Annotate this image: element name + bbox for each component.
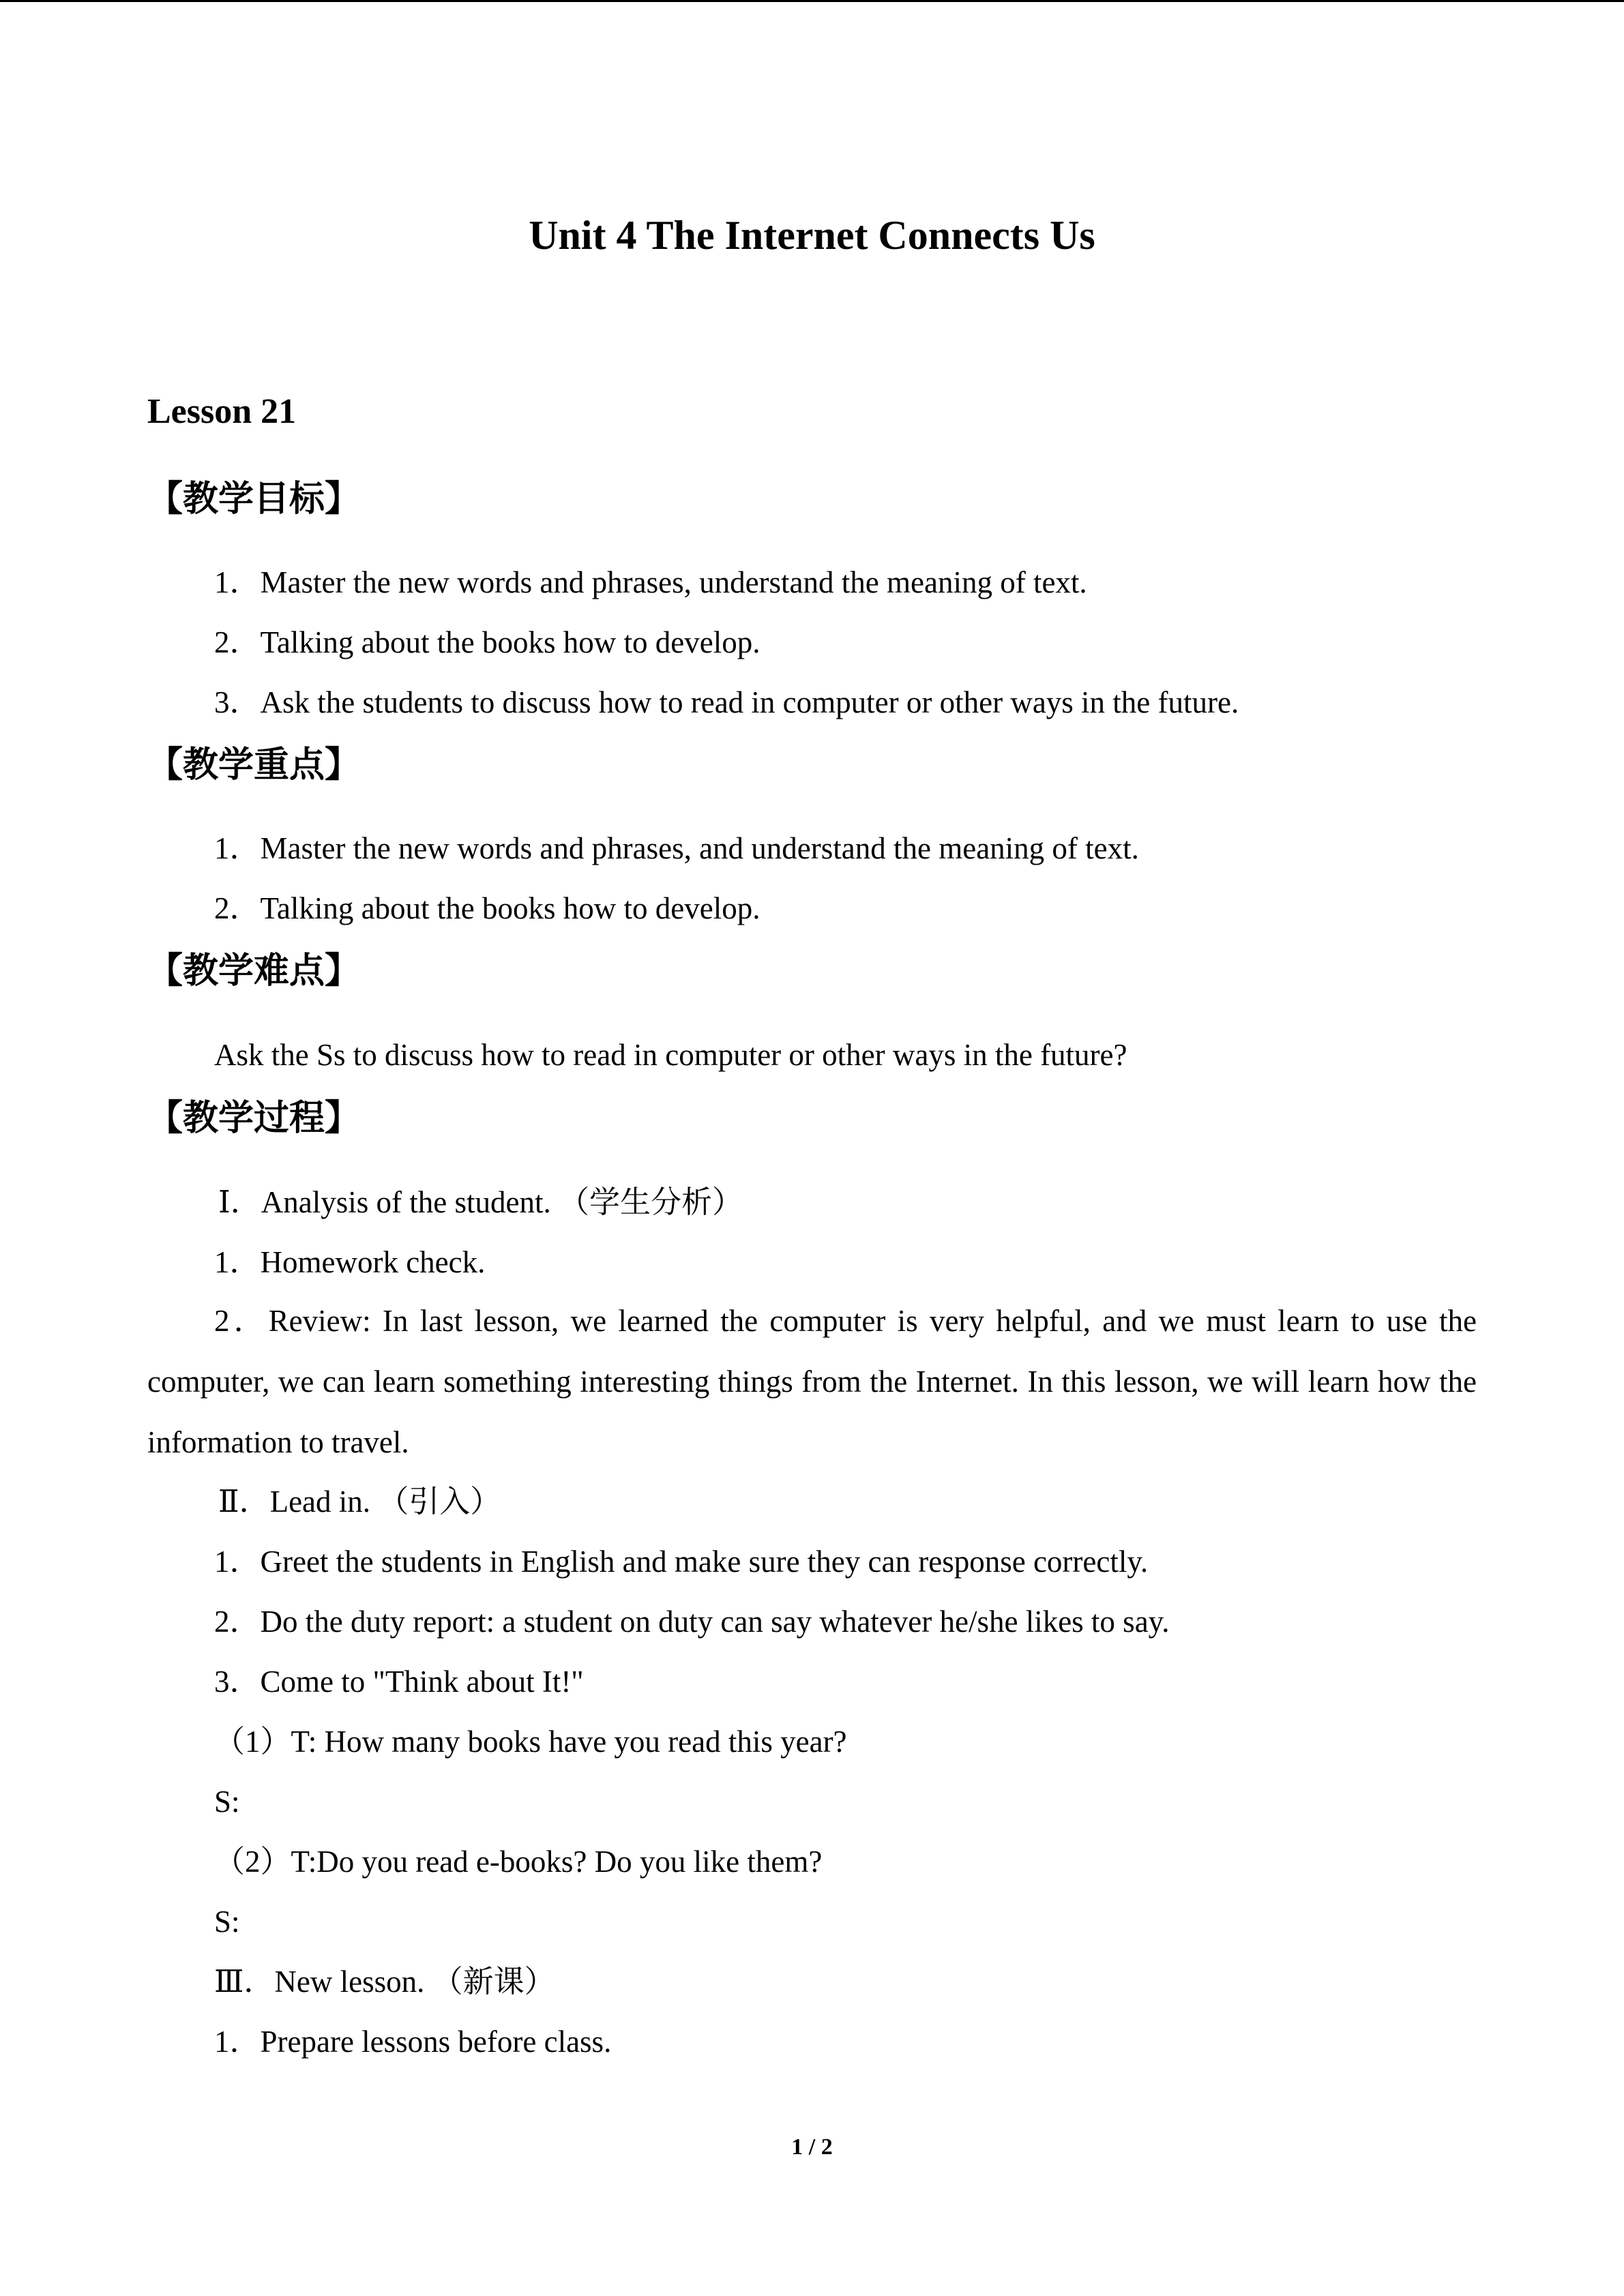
question-2: （2）T:Do you read e-books? Do you like them? [214, 1845, 823, 1879]
key-points-heading: 【教学重点】 [147, 745, 361, 786]
difficulty-text: Ask the Ss to discuss how to read in computer or other ways in the future? [214, 1038, 1127, 1072]
lead-in-item-2: 2．Do the duty report: a student on duty can say whatever he/she likes to say. [214, 1605, 1170, 1639]
document-title: Unit 4 The Internet Connects Us [529, 213, 1095, 258]
new-lesson-section-title: Ⅲ．New lesson. （新课） [214, 1965, 555, 1999]
lead-in-item-3: 3．Come to "Think about It!" [214, 1665, 584, 1699]
objective-item-2: 2．Talking about the books how to develop. [214, 625, 761, 659]
lead-in-item-1: 1．Greet the students in English and make sure they can response correctly. [214, 1545, 1149, 1579]
new-lesson-item-1: 1．Prepare lessons before class. [214, 2025, 612, 2059]
page-indicator: 1 / 2 [791, 2134, 833, 2160]
student-answer-1: S: [214, 1785, 240, 1819]
lesson-heading: Lesson 21 [147, 392, 297, 431]
objectives-heading: 【教学目标】 [147, 479, 361, 520]
homework-check: 1．Homework check. [214, 1245, 486, 1279]
process-heading: 【教学过程】 [147, 1098, 361, 1139]
key-point-item-2: 2．Talking about the books how to develop. [214, 891, 761, 925]
objective-item-1: 1．Master the new words and phrases, understand the meaning of text. [214, 565, 1087, 599]
lead-in-section-title: Ⅱ．Lead in. （引入） [218, 1485, 501, 1519]
student-answer-2: S: [214, 1905, 240, 1939]
question-1: （1）T: How many books have you read this year? [214, 1725, 847, 1759]
review-paragraph: 2．Review: In last lesson, we learned the computer is very helpful, and we must learn to use the computer, we can learn something interesting things from the Internet. In this lesson, we will learn how the information to travel. [147, 1304, 1477, 1459]
key-point-item-1: 1．Master the new words and phrases, and understand the meaning of text. [214, 831, 1139, 865]
objective-item-3: 3．Ask the students to discuss how to read in computer or other ways in the future. [214, 685, 1239, 719]
analysis-section-title: Ⅰ．Analysis of the student. （学生分析） [218, 1185, 743, 1219]
difficulties-heading: 【教学难点】 [147, 951, 361, 992]
